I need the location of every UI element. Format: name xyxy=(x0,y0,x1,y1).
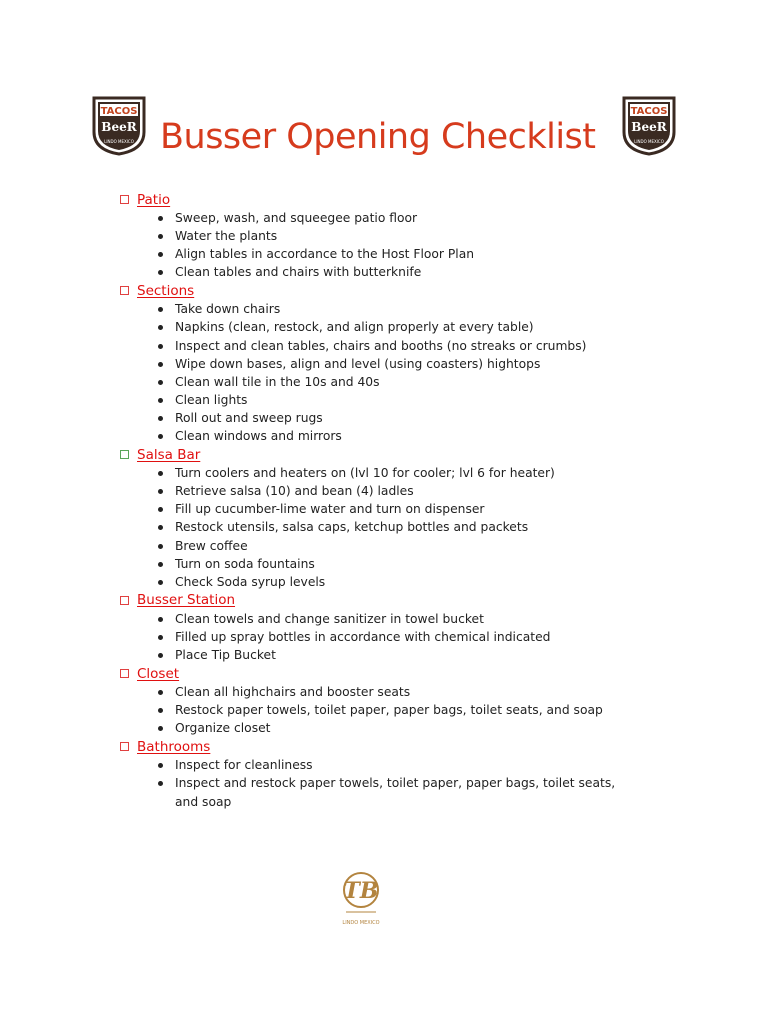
task-item: Turn on soda fountains xyxy=(156,555,640,573)
task-item: Place Tip Bucket xyxy=(156,646,640,664)
task-item: Restock paper towels, toilet paper, paper bags, toilet seats, and soap xyxy=(156,701,640,719)
svg-text:BeeR: BeeR xyxy=(631,120,667,134)
svg-text:TACOS: TACOS xyxy=(630,106,668,117)
task-item: Inspect and restock paper towels, toilet paper, paper bags, toilet seats, and soap xyxy=(156,774,640,810)
section-header xyxy=(120,445,640,464)
section-busser-station xyxy=(120,591,640,664)
section-label: Closet xyxy=(137,665,180,682)
checklist xyxy=(120,190,640,811)
task-item: Sweep, wash, and squeegee patio floor xyxy=(156,209,640,227)
task-item: Roll out and sweep rugs xyxy=(156,409,640,427)
task-item: Filled up spray bottles in accordance with chemical indicated xyxy=(156,628,640,646)
section-header xyxy=(120,737,640,756)
task-item: Water the plants xyxy=(156,227,640,245)
task-item: Retrieve salsa (10) and bean (4) ladles xyxy=(156,482,640,500)
task-item: Clean towels and change sanitizer in towel bucket xyxy=(156,610,640,628)
svg-text:BeeR: BeeR xyxy=(101,120,137,134)
checkbox-icon[interactable] xyxy=(120,195,129,204)
task-item: Inspect for cleanliness xyxy=(156,756,640,774)
task-item: Align tables in accordance to the Host Floor Plan xyxy=(156,245,640,263)
task-item: Restock utensils, salsa caps, ketchup bottles and packets xyxy=(156,518,640,536)
section-label: Bathrooms xyxy=(137,738,211,755)
task-list xyxy=(120,683,640,737)
section-label: Sections xyxy=(137,282,195,299)
section-header xyxy=(120,664,640,683)
task-item: Take down chairs xyxy=(156,300,640,318)
svg-text:LINDO MEXICO: LINDO MEXICO xyxy=(104,139,134,144)
task-item: Organize closet xyxy=(156,719,640,737)
task-list xyxy=(120,464,640,591)
tb-monogram-footer-logo xyxy=(338,866,384,932)
task-item: Wipe down bases, align and level (using coasters) hightops xyxy=(156,355,640,373)
section-label: Patio xyxy=(137,191,171,208)
task-item: Clean tables and chairs with butterknife xyxy=(156,263,640,281)
tacos-beer-logo-left xyxy=(90,94,148,156)
task-item: Brew coffee xyxy=(156,537,640,555)
section-patio xyxy=(120,190,640,281)
task-list xyxy=(120,756,640,810)
svg-text:TB: TB xyxy=(343,878,379,904)
checkbox-icon[interactable] xyxy=(120,450,129,459)
svg-text:LINDO MEXICO: LINDO MEXICO xyxy=(342,920,380,926)
section-label: Salsa Bar xyxy=(137,446,201,463)
checkbox-icon[interactable] xyxy=(120,286,129,295)
task-item: Napkins (clean, restock, and align properly at every table) xyxy=(156,318,640,336)
svg-text:TACOS: TACOS xyxy=(100,106,138,117)
section-closet xyxy=(120,664,640,737)
task-item: Fill up cucumber-lime water and turn on dispenser xyxy=(156,500,640,518)
tacos-beer-logo-right xyxy=(620,94,678,156)
task-item: Check Soda syrup levels xyxy=(156,573,640,591)
checkbox-icon[interactable] xyxy=(120,596,129,605)
task-item: Clean all highchairs and booster seats xyxy=(156,683,640,701)
task-item: Clean lights xyxy=(156,391,640,409)
task-item: Inspect and clean tables, chairs and booths (no streaks or crumbs) xyxy=(156,337,640,355)
task-list xyxy=(120,610,640,664)
checkbox-icon[interactable] xyxy=(120,669,129,678)
section-salsa-bar xyxy=(120,445,640,591)
section-header xyxy=(120,281,640,300)
task-list xyxy=(120,300,640,445)
section-bathrooms xyxy=(120,737,640,810)
section-label: Busser Station xyxy=(137,592,236,609)
task-list xyxy=(120,209,640,281)
section-header xyxy=(120,591,640,610)
task-item: Clean wall tile in the 10s and 40s xyxy=(156,373,640,391)
task-item: Clean windows and mirrors xyxy=(156,427,640,445)
section-sections xyxy=(120,281,640,445)
section-header xyxy=(120,190,640,209)
page-title: Busser Opening Checklist xyxy=(160,117,596,157)
task-item: Turn coolers and heaters on (lvl 10 for cooler; lvl 6 for heater) xyxy=(156,464,640,482)
checkbox-icon[interactable] xyxy=(120,742,129,751)
svg-text:LINDO MEXICO: LINDO MEXICO xyxy=(634,139,664,144)
